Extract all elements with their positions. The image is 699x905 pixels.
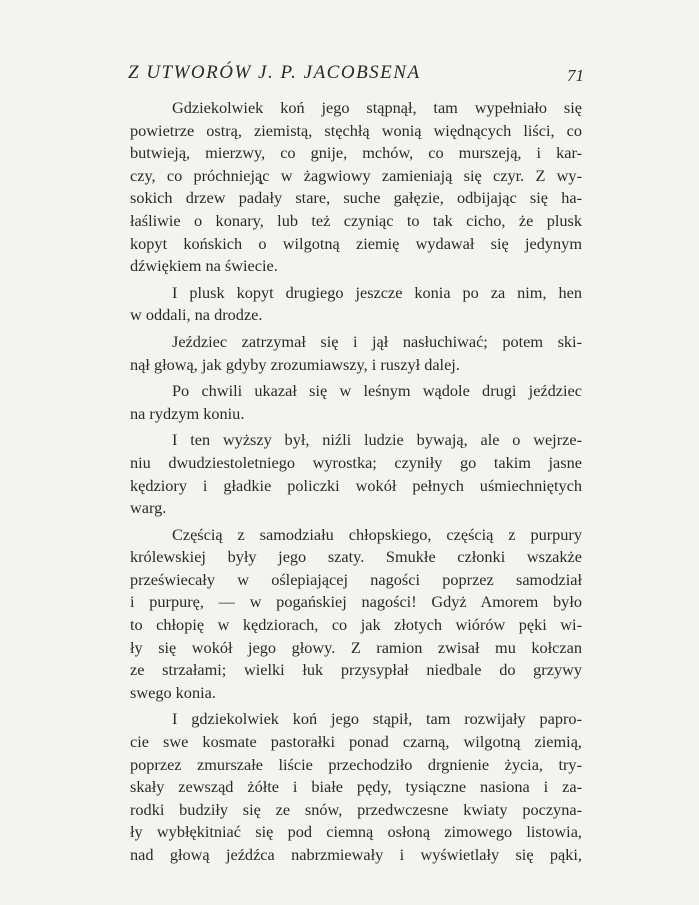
paragraph xyxy=(130,708,582,866)
text-line: I plusk kopyt drugiego jeszcze konia po za nim, hen xyxy=(172,282,582,302)
text-line: cie swe kosmate pastorałki ponad czarną, wilgotną ziemią, xyxy=(130,732,582,752)
paragraph xyxy=(130,380,582,425)
text-line: I gdziekolwiek koń jego stąpił, tam rozwijały papro- xyxy=(172,709,582,729)
paragraph xyxy=(130,331,582,376)
paragraph xyxy=(130,429,582,519)
text-line: ły wybłękitniać się pod ciemną osłoną zimowego listowia, xyxy=(130,822,582,842)
text-line: poprzez zmurszałe liście przechodziło drgnienie życia, try- xyxy=(130,754,582,774)
body-text xyxy=(130,97,582,871)
paragraph xyxy=(130,97,582,278)
text-line: czy, co próchnieją̨c w żagwiowy zamieniają się czyr. Z wy- xyxy=(130,165,582,185)
text-line: dźwiękiem na świecie. xyxy=(130,256,278,276)
page-number: 71 xyxy=(567,66,584,85)
text-line: i purpurę, — w pogańskiej nagości! Gdyż Amorem było xyxy=(130,592,582,612)
text-line: sokich drzew padały stare, suche gałęzie, odbijając się ha- xyxy=(130,188,582,208)
text-line: królewskiej były jego szaty. Smukłe członki wszakże xyxy=(130,547,582,567)
text-line: powietrze ostrą, ziemistą, stęchłą wonią więdnących liści, co xyxy=(130,120,582,140)
text-line: nad głową jeźdźca nabrzmiewały i wyświetlały się pąki, xyxy=(130,845,582,864)
text-line: na rydzym koniu. xyxy=(130,403,245,423)
text-line: ły się wokół jego głowy. Z ramion zwisał mu kołczan xyxy=(130,637,582,657)
text-line: Częścią z samodziału chłopskiego, częścią z purpury xyxy=(172,524,582,544)
text-line: warg. xyxy=(130,498,167,518)
text-line: przeświecały w oślepiającej nagości poprzez samodział xyxy=(130,569,582,589)
text-line: w oddali, na drodze. xyxy=(130,305,263,325)
text-line: rodki budziły się ze snów, przedwczesne kwiaty poczyna- xyxy=(130,799,582,819)
text-line: Po chwili ukazał się w leśnym wądole drugi jeździec xyxy=(172,381,582,401)
text-line: niu dwudziestoletniego wyrostka; czyniły go takim jasne xyxy=(130,452,582,472)
paragraph xyxy=(130,524,582,705)
text-line: kopyt końskich o wilgotną ziemię wydawał się jedynym xyxy=(130,233,582,253)
text-line: I ten wyższy był, niźli ludzie bywają, ale o wejrze- xyxy=(172,430,582,450)
text-line: Jeździec zatrzymał się i jął nasłuchiwać; potem ski- xyxy=(172,331,582,351)
text-line: to chłopię w kędziorach, co jak złotych wiórów pęki wi- xyxy=(130,615,582,635)
text-line: skały zewsząd żółte i białe pędy, tysiączne nasiona i za- xyxy=(130,777,582,797)
text-line: łaśliwie o konary, lub też czyniąc to tak cicho, że plusk xyxy=(130,210,582,230)
paragraph xyxy=(130,282,582,327)
text-line: swego konia. xyxy=(130,682,216,702)
running-title: Z UTWORÓW J. P. JACOBSENA xyxy=(128,62,421,83)
text-line: butwieją, mierzwy, co gnije, mchów, co murszeją, i kar- xyxy=(130,143,582,163)
text-line: Gdziekolwiek koń jego stąpnął, tam wypełniało się xyxy=(172,98,582,117)
text-line: kędziory i gładkie policzki wokół pełnych uśmiechniętych xyxy=(130,475,582,495)
page-header xyxy=(128,62,584,90)
text-line: nął głową, jak gdyby zrozumiawszy, i ruszył dalej. xyxy=(130,354,460,374)
text-line: ze strzałami; wielki łuk przysypłał niedbale do grzywy xyxy=(130,660,582,680)
